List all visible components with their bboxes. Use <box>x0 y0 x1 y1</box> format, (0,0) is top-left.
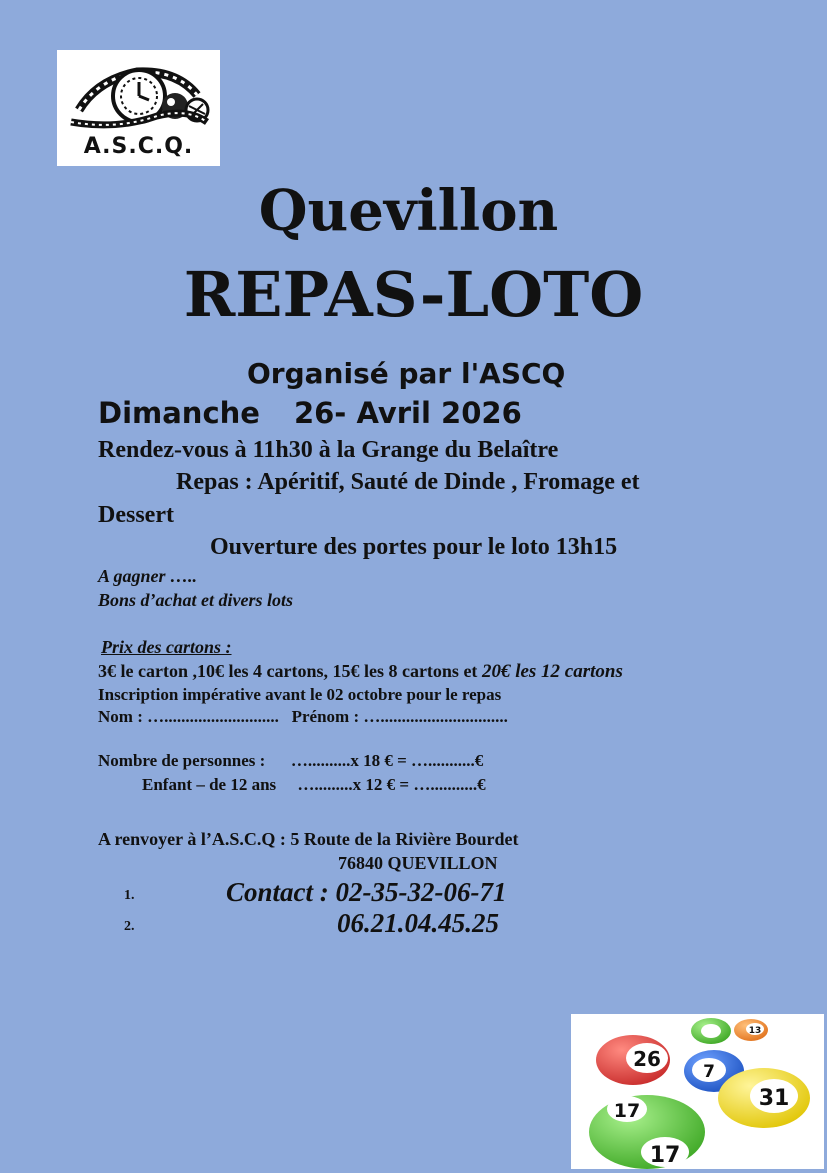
doors-opening-line: Ouverture des portes pour le loto 13h15 <box>210 534 618 560</box>
contact-phone-1: Contact : 02-35-32-06-71 <box>226 877 507 907</box>
bingo-balls-icon <box>571 1014 824 1169</box>
logo-text: A.S.C.Q. <box>83 134 194 159</box>
menu-line-2: Dessert <box>98 502 174 528</box>
pricing-title-suffix: : <box>221 637 232 657</box>
list-number-1: 1. <box>124 888 135 903</box>
event-date <box>98 396 522 430</box>
menu-line-1: Repas : Apéritif, Sauté de Dinde , Fromage et <box>176 469 640 495</box>
name-field-line: Nom : …........................... Prénom : ….............................. <box>98 707 508 726</box>
pricing-regular: 3€ le carton ,10€ les 4 cartons, 15€ les 8 cartons et <box>98 661 482 681</box>
bingo-balls-image <box>571 1014 824 1169</box>
pricing-title-text: Prix des cartons <box>101 637 222 657</box>
ball-number-26: 26 <box>633 1047 661 1071</box>
ascq-logo <box>57 50 220 166</box>
inscription-note: Inscription impérative avant le 02 octobre pour le repas <box>98 685 502 704</box>
win-title: A gagner ….. <box>98 566 198 586</box>
adults-count-line: Nombre de personnes : …..........x 18 € = …...........€ <box>98 751 484 770</box>
pricing-line <box>98 661 623 683</box>
rendezvous-line: Rendez-vous à 11h30 à la Grange du Belaître <box>98 437 559 463</box>
children-count-line: Enfant – de 12 ans ….........x 12 € = …...........€ <box>142 775 486 794</box>
pricing-highlight: 20€ les 12 cartons <box>481 661 623 682</box>
ball-number-17a: 17 <box>613 1100 641 1122</box>
ball-number-17b: 17 <box>649 1143 681 1168</box>
pricing-title <box>101 637 232 658</box>
return-address-line: A renvoyer à l’A.S.C.Q : 5 Route de la Rivière Bourdet <box>98 829 519 849</box>
page-title-event: REPAS-LOTO <box>183 258 644 331</box>
list-number-2: 2. <box>124 919 135 934</box>
ball-number-13: 13 <box>748 1026 762 1036</box>
ball-number-31: 31 <box>758 1086 790 1111</box>
contact-phone-2: 06.21.04.45.25 <box>337 908 499 938</box>
page-title-city: Quevillon <box>258 178 559 244</box>
return-city-line: 76840 QUEVILLON <box>338 853 498 873</box>
organizer-line: Organisé par l'ASCQ <box>247 357 566 390</box>
event-date-day: Dimanche <box>98 396 260 430</box>
win-items: Bons d’achat et divers lots <box>98 590 294 610</box>
ball-number-7: 7 <box>703 1062 715 1082</box>
event-date-value: 26- Avril 2026 <box>293 396 522 430</box>
